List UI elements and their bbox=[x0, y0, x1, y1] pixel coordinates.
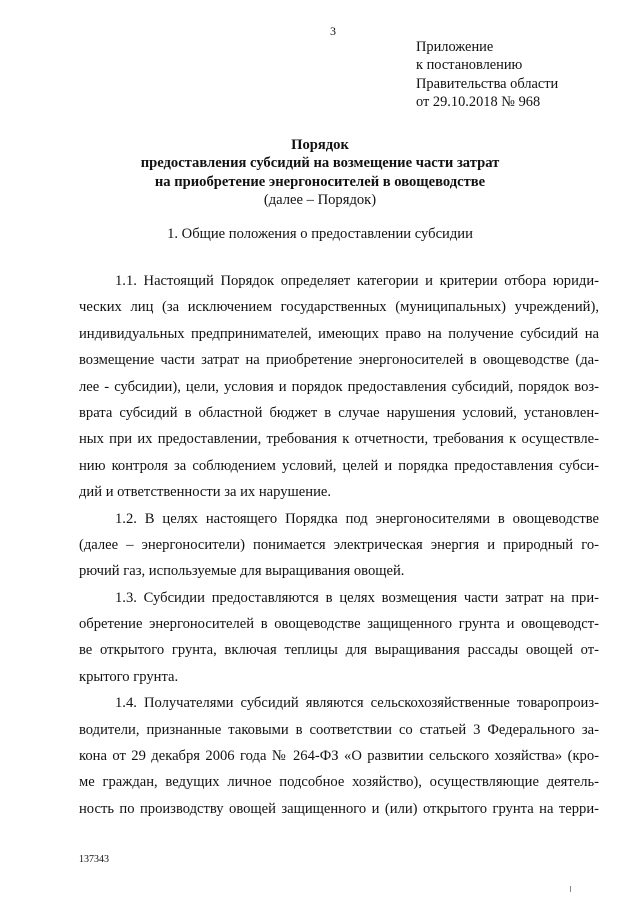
text-line: нию контроля за соблюдением условий, целей и порядка предоставления субси- bbox=[79, 457, 599, 474]
text-line: ве открытого грунта, включая теплицы для выращивания рассады овощей от- bbox=[79, 642, 599, 659]
text-line: 1.1. Настоящий Порядок определяет категории и критерии отбора юриди- bbox=[115, 273, 599, 289]
text-line: врата субсидий в областной бюджет в случае нарушения условий, установлен- bbox=[79, 404, 599, 421]
text-line: ных при их предоставлении, требования к отчетности, требования к осуществле- bbox=[79, 431, 599, 448]
appendix-block bbox=[416, 38, 558, 111]
text-line: обретение энергоносителей в овощеводстве защищенного грунта и овощеводст- bbox=[79, 616, 599, 633]
text-line: водители, признанные таковыми в соответствии со статьей 3 Федерального за- bbox=[79, 721, 599, 738]
text-line: 1.3. Субсидии предоставляются в целях возмещения части затрат на при- bbox=[115, 589, 599, 606]
text-line: ме граждан, ведущих личное подсобное хозяйство), осуществляющие деятель- bbox=[79, 774, 599, 791]
appendix-line: Приложение bbox=[416, 39, 494, 55]
title-note: (далее – Порядок) bbox=[263, 191, 377, 208]
text-line: дий и ответственности за их нарушение. bbox=[79, 484, 331, 501]
text-line: крытого грунта. bbox=[79, 668, 179, 685]
text-line: рючий газ, используемые для выращивания овощей. bbox=[79, 563, 405, 580]
appendix-line: Правительства области bbox=[416, 75, 559, 92]
page-number: 3 bbox=[330, 24, 336, 38]
section-heading: 1. Общие положения о предоставлении субсидии bbox=[167, 226, 473, 242]
text-line: (далее – энергоносители) понимается электрическая энергия и природный го- bbox=[79, 536, 599, 553]
text-line: 1.4. Получателями субсидий являются сельскохозяйственные товаропроиз- bbox=[115, 695, 599, 712]
text-line: возмещение части затрат на приобретение энергоносителей в овощеводстве (да- bbox=[79, 352, 599, 369]
appendix-line: от 29.10.2018 № 968 bbox=[416, 93, 541, 110]
title-line: на приобретение энергоносителей в овощеводстве bbox=[154, 173, 486, 190]
text-line: 1.2. В целях настоящего Порядка под энергоносителями в овощеводстве bbox=[115, 510, 599, 527]
text-line: ность по производству овощей защищенного и (или) открытого грунта на терри- bbox=[79, 800, 599, 817]
title-heading: Порядок bbox=[291, 137, 349, 153]
appendix-line: к постановлению bbox=[416, 57, 523, 74]
text-line: ческих лиц (за исключением государственных (муниципальных) учреждений), bbox=[79, 299, 599, 316]
title-line: предоставления субсидий на возмещение части затрат bbox=[140, 155, 500, 172]
text-line: индивидуальных предпринимателей, имеющих право на получение субсидий на bbox=[79, 325, 599, 342]
scan-mark bbox=[570, 886, 571, 892]
footer-code: 137343 bbox=[79, 854, 109, 865]
body-text bbox=[79, 268, 599, 822]
text-line: кона от 29 декабря 2006 года № 264-ФЗ «О развитии сельского хозяйства» (кро- bbox=[79, 748, 599, 765]
text-line: лее - субсидии), цели, условия и порядок предоставления субсидий, порядок воз- bbox=[79, 378, 599, 395]
document-title bbox=[0, 136, 640, 209]
